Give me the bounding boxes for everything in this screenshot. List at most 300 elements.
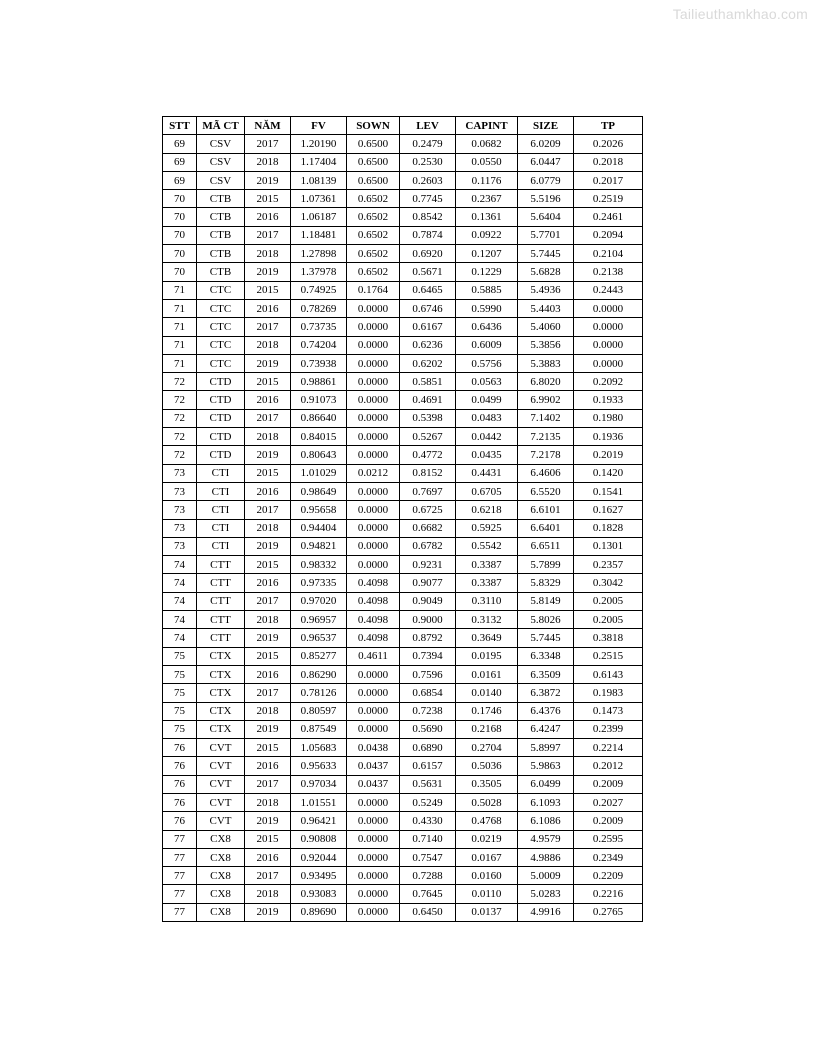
table-cell: 2017: [245, 867, 291, 885]
table-row: [163, 208, 643, 226]
table-cell: 0.3042: [574, 574, 643, 592]
table-cell: 6.4247: [518, 720, 574, 738]
table-cell: 1.08139: [291, 171, 347, 189]
table-cell: 2019: [245, 171, 291, 189]
table-cell: 0.7874: [400, 226, 456, 244]
table-cell: CTB: [197, 263, 245, 281]
table-cell: CTI: [197, 519, 245, 537]
table-cell: 0.93083: [291, 885, 347, 903]
table-cell: 0.0167: [456, 848, 518, 866]
table-cell: 2019: [245, 354, 291, 372]
table-cell: 6.5520: [518, 482, 574, 500]
table-row: [163, 793, 643, 811]
table-cell: 0.3818: [574, 629, 643, 647]
table-cell: 70: [163, 208, 197, 226]
table-row: [163, 885, 643, 903]
table-row: [163, 336, 643, 354]
table-cell: 6.1086: [518, 812, 574, 830]
table-row: [163, 446, 643, 464]
table-cell: 73: [163, 501, 197, 519]
table-cell: 0.85277: [291, 647, 347, 665]
table-cell: 0.1983: [574, 684, 643, 702]
table-cell: 2017: [245, 775, 291, 793]
table-cell: 0.0000: [347, 665, 400, 683]
table-cell: 0.97034: [291, 775, 347, 793]
table-cell: 1.01551: [291, 793, 347, 811]
column-header: STT: [163, 117, 197, 135]
table-cell: 72: [163, 373, 197, 391]
table-cell: 0.93495: [291, 867, 347, 885]
table-cell: 0.5398: [400, 409, 456, 427]
table-cell: 0.91073: [291, 391, 347, 409]
table-cell: 0.4691: [400, 391, 456, 409]
table-cell: 0.2026: [574, 135, 643, 153]
table-cell: 5.3883: [518, 354, 574, 372]
table-cell: 70: [163, 245, 197, 263]
table-cell: 0.2094: [574, 226, 643, 244]
table-cell: 4.9916: [518, 903, 574, 921]
table-cell: 69: [163, 135, 197, 153]
data-table: [162, 116, 643, 922]
table-row: [163, 153, 643, 171]
table-row: [163, 647, 643, 665]
table-cell: 0.0000: [347, 318, 400, 336]
table-cell: 0.0110: [456, 885, 518, 903]
table-cell: 0.5028: [456, 793, 518, 811]
column-header: NĂM: [245, 117, 291, 135]
table-cell: 0.0161: [456, 665, 518, 683]
table-cell: 0.95658: [291, 501, 347, 519]
table-cell: 0.86290: [291, 665, 347, 683]
table-cell: 0.0000: [347, 409, 400, 427]
table-row: [163, 611, 643, 629]
table-cell: 0.2603: [400, 171, 456, 189]
table-cell: 0.0000: [574, 336, 643, 354]
table-cell: 0.6009: [456, 336, 518, 354]
table-cell: 70: [163, 226, 197, 244]
table-cell: 0.73735: [291, 318, 347, 336]
table-cell: 2017: [245, 226, 291, 244]
table-cell: 0.8792: [400, 629, 456, 647]
table-cell: 75: [163, 720, 197, 738]
table-cell: 5.7445: [518, 629, 574, 647]
table-cell: 1.06187: [291, 208, 347, 226]
table-cell: CSV: [197, 135, 245, 153]
table-cell: 0.0000: [347, 537, 400, 555]
table-cell: 5.3856: [518, 336, 574, 354]
table-row: [163, 190, 643, 208]
table-cell: 6.4376: [518, 702, 574, 720]
table-cell: 2019: [245, 537, 291, 555]
table-cell: CTT: [197, 629, 245, 647]
table-cell: 5.6828: [518, 263, 574, 281]
table-row: [163, 757, 643, 775]
table-cell: 0.6725: [400, 501, 456, 519]
table-cell: 0.0000: [347, 556, 400, 574]
table-row: [163, 537, 643, 555]
table-cell: 2018: [245, 153, 291, 171]
table-cell: 0.0160: [456, 867, 518, 885]
table-row: [163, 428, 643, 446]
table-cell: 0.0000: [347, 848, 400, 866]
table-cell: 0.3132: [456, 611, 518, 629]
table-cell: 0.6450: [400, 903, 456, 921]
table-cell: 0.1980: [574, 409, 643, 427]
column-header: FV: [291, 117, 347, 135]
table-cell: 72: [163, 409, 197, 427]
table-cell: 6.4606: [518, 464, 574, 482]
table-cell: 0.5851: [400, 373, 456, 391]
table-cell: 0.6682: [400, 519, 456, 537]
table-cell: 6.6101: [518, 501, 574, 519]
table-cell: 1.20190: [291, 135, 347, 153]
table-cell: CVT: [197, 775, 245, 793]
table-cell: 0.6500: [347, 135, 400, 153]
table-cell: 0.2019: [574, 446, 643, 464]
table-row: [163, 464, 643, 482]
table-cell: 6.1093: [518, 793, 574, 811]
table-cell: CTT: [197, 611, 245, 629]
table-cell: 0.0000: [347, 299, 400, 317]
table-cell: 0.7238: [400, 702, 456, 720]
table-cell: CTX: [197, 702, 245, 720]
table-cell: 0.6746: [400, 299, 456, 317]
table-cell: 0.0000: [347, 885, 400, 903]
table-cell: 0.94821: [291, 537, 347, 555]
table-cell: 0.6502: [347, 190, 400, 208]
table-cell: 0.97020: [291, 592, 347, 610]
table-cell: 0.2399: [574, 720, 643, 738]
table-cell: 0.2216: [574, 885, 643, 903]
table-cell: 2015: [245, 190, 291, 208]
table-cell: 0.0000: [347, 519, 400, 537]
table-cell: 0.0000: [347, 482, 400, 500]
table-row: [163, 556, 643, 574]
table-cell: 0.0000: [347, 684, 400, 702]
table-cell: 0.78126: [291, 684, 347, 702]
table-cell: 74: [163, 574, 197, 592]
table-cell: CVT: [197, 793, 245, 811]
table-cell: 0.0000: [347, 867, 400, 885]
table-cell: 0.98332: [291, 556, 347, 574]
table-cell: 5.9863: [518, 757, 574, 775]
table-cell: 0.84015: [291, 428, 347, 446]
table-cell: 5.8997: [518, 739, 574, 757]
table-cell: 0.0195: [456, 647, 518, 665]
table-cell: 0.6920: [400, 245, 456, 263]
table-cell: CTD: [197, 409, 245, 427]
table-cell: 77: [163, 830, 197, 848]
table-cell: 0.2461: [574, 208, 643, 226]
table-cell: 74: [163, 611, 197, 629]
table-row: [163, 702, 643, 720]
table-cell: 70: [163, 263, 197, 281]
table-row: [163, 574, 643, 592]
table-cell: 6.3872: [518, 684, 574, 702]
table-row: [163, 739, 643, 757]
table-row: [163, 519, 643, 537]
table-cell: 0.0442: [456, 428, 518, 446]
table-cell: 0.6500: [347, 171, 400, 189]
table-cell: 6.0779: [518, 171, 574, 189]
table-cell: 1.27898: [291, 245, 347, 263]
table-cell: CTB: [197, 245, 245, 263]
table-cell: 0.2018: [574, 153, 643, 171]
table-cell: 0.4330: [400, 812, 456, 830]
table-cell: 0.2349: [574, 848, 643, 866]
table-cell: 0.2104: [574, 245, 643, 263]
table-cell: 0.78269: [291, 299, 347, 317]
table-cell: 2015: [245, 373, 291, 391]
table-cell: 0.0682: [456, 135, 518, 153]
table-cell: 0.9000: [400, 611, 456, 629]
table-cell: 0.89690: [291, 903, 347, 921]
table-cell: 1.01029: [291, 464, 347, 482]
table-cell: 2015: [245, 464, 291, 482]
table-cell: 2019: [245, 903, 291, 921]
table-cell: 0.2168: [456, 720, 518, 738]
table-cell: 0.5631: [400, 775, 456, 793]
table-cell: 0.1176: [456, 171, 518, 189]
table-cell: CTB: [197, 190, 245, 208]
table-cell: 7.2178: [518, 446, 574, 464]
table-cell: CTI: [197, 482, 245, 500]
table-cell: 1.17404: [291, 153, 347, 171]
table-cell: 4.9886: [518, 848, 574, 866]
table-cell: CTD: [197, 373, 245, 391]
table-cell: 2018: [245, 702, 291, 720]
table-cell: 0.2009: [574, 775, 643, 793]
table-cell: 0.0137: [456, 903, 518, 921]
table-cell: 0.0000: [574, 299, 643, 317]
table-row: [163, 867, 643, 885]
table-cell: 0.5690: [400, 720, 456, 738]
table-cell: 71: [163, 299, 197, 317]
table-cell: 74: [163, 556, 197, 574]
table-cell: 0.5542: [456, 537, 518, 555]
table-cell: 0.7745: [400, 190, 456, 208]
column-header: SOWN: [347, 117, 400, 135]
table-cell: 2016: [245, 391, 291, 409]
table-cell: 0.3505: [456, 775, 518, 793]
table-cell: 2018: [245, 793, 291, 811]
table-cell: 5.7445: [518, 245, 574, 263]
table-cell: 0.1301: [574, 537, 643, 555]
table-cell: 2017: [245, 592, 291, 610]
table-cell: 0.0000: [347, 903, 400, 921]
table-cell: 7.1402: [518, 409, 574, 427]
table-cell: 2019: [245, 629, 291, 647]
table-cell: 0.2704: [456, 739, 518, 757]
table-cell: 0.0483: [456, 409, 518, 427]
table-cell: 0.5925: [456, 519, 518, 537]
table-row: [163, 812, 643, 830]
table-cell: 5.4403: [518, 299, 574, 317]
table-row: [163, 501, 643, 519]
table-row: [163, 720, 643, 738]
column-header: CAPINT: [456, 117, 518, 135]
table-row: [163, 263, 643, 281]
table-row: [163, 775, 643, 793]
table-cell: 0.6502: [347, 263, 400, 281]
table-cell: 69: [163, 153, 197, 171]
table-cell: 2016: [245, 482, 291, 500]
table-cell: 0.74204: [291, 336, 347, 354]
table-cell: 71: [163, 318, 197, 336]
table-cell: 2018: [245, 336, 291, 354]
table-cell: 76: [163, 739, 197, 757]
table-cell: CX8: [197, 848, 245, 866]
table-row: [163, 482, 643, 500]
table-row: [163, 665, 643, 683]
table-cell: 0.4611: [347, 647, 400, 665]
table-cell: 5.7899: [518, 556, 574, 574]
table-cell: 69: [163, 171, 197, 189]
table-cell: CSV: [197, 171, 245, 189]
table-cell: 0.6890: [400, 739, 456, 757]
table-cell: CTC: [197, 318, 245, 336]
table-row: [163, 592, 643, 610]
table-cell: CTD: [197, 428, 245, 446]
table-cell: 73: [163, 519, 197, 537]
table-cell: 0.2367: [456, 190, 518, 208]
table-cell: 72: [163, 428, 197, 446]
table-cell: CTB: [197, 208, 245, 226]
table-cell: 2015: [245, 739, 291, 757]
table-cell: 5.0283: [518, 885, 574, 903]
table-cell: 0.0437: [347, 775, 400, 793]
table-row: [163, 373, 643, 391]
table-cell: 0.3649: [456, 629, 518, 647]
table-row: [163, 391, 643, 409]
table-cell: 0.92044: [291, 848, 347, 866]
table-cell: CTC: [197, 281, 245, 299]
table-cell: 6.0209: [518, 135, 574, 153]
table-cell: 72: [163, 391, 197, 409]
table-cell: 2018: [245, 611, 291, 629]
table-cell: 0.0000: [347, 391, 400, 409]
table-cell: 0.5671: [400, 263, 456, 281]
table-cell: 5.7701: [518, 226, 574, 244]
table-cell: CTX: [197, 647, 245, 665]
table-cell: CTI: [197, 501, 245, 519]
table-row: [163, 171, 643, 189]
table-cell: 76: [163, 757, 197, 775]
table-cell: 6.6401: [518, 519, 574, 537]
table-cell: 0.2357: [574, 556, 643, 574]
table-cell: 6.0499: [518, 775, 574, 793]
table-cell: 1.07361: [291, 190, 347, 208]
table-body: [163, 135, 643, 922]
table-cell: 2015: [245, 647, 291, 665]
table-cell: 75: [163, 665, 197, 683]
table-cell: 0.0000: [347, 812, 400, 830]
table-cell: 0.7645: [400, 885, 456, 903]
table-cell: 0.7697: [400, 482, 456, 500]
table-cell: 6.6511: [518, 537, 574, 555]
table-cell: 4.9579: [518, 830, 574, 848]
column-header: LEV: [400, 117, 456, 135]
table-cell: 0.5249: [400, 793, 456, 811]
table-cell: 0.2519: [574, 190, 643, 208]
table-cell: CTX: [197, 665, 245, 683]
table-cell: 5.4936: [518, 281, 574, 299]
table-cell: 0.0000: [347, 793, 400, 811]
table-cell: 0.96957: [291, 611, 347, 629]
table-cell: 0.9231: [400, 556, 456, 574]
watermark-text: Tailieuthamkhao.com: [672, 6, 808, 22]
table-cell: CTI: [197, 537, 245, 555]
table-cell: 0.0000: [347, 446, 400, 464]
table-cell: 74: [163, 629, 197, 647]
table-cell: 0.5036: [456, 757, 518, 775]
table-cell: 0.9049: [400, 592, 456, 610]
table-cell: 0.4431: [456, 464, 518, 482]
table-cell: 0.6465: [400, 281, 456, 299]
table-cell: 0.0000: [347, 336, 400, 354]
table-cell: 2015: [245, 830, 291, 848]
table-cell: 0.1627: [574, 501, 643, 519]
table-cell: 0.2009: [574, 812, 643, 830]
table-cell: 0.3387: [456, 556, 518, 574]
table-cell: 2018: [245, 885, 291, 903]
table-cell: 2016: [245, 848, 291, 866]
table-cell: 2019: [245, 263, 291, 281]
table-cell: 2017: [245, 684, 291, 702]
table-cell: 5.6404: [518, 208, 574, 226]
table-cell: 0.0563: [456, 373, 518, 391]
table-cell: 6.8020: [518, 373, 574, 391]
table-row: [163, 318, 643, 336]
table-cell: 2017: [245, 409, 291, 427]
table-cell: 2016: [245, 665, 291, 683]
table-cell: 1.37978: [291, 263, 347, 281]
table-cell: 75: [163, 684, 197, 702]
table-cell: 2018: [245, 519, 291, 537]
table-cell: 0.6502: [347, 245, 400, 263]
table-cell: 70: [163, 190, 197, 208]
table-cell: 0.2005: [574, 611, 643, 629]
table-cell: 0.2012: [574, 757, 643, 775]
table-cell: 0.2515: [574, 647, 643, 665]
table-cell: 0.0922: [456, 226, 518, 244]
table-cell: CTD: [197, 391, 245, 409]
table-cell: CVT: [197, 812, 245, 830]
table-cell: 2019: [245, 446, 291, 464]
table-header-row: [163, 117, 643, 135]
table-cell: 77: [163, 848, 197, 866]
table-cell: 6.9902: [518, 391, 574, 409]
table-cell: 5.8329: [518, 574, 574, 592]
table-cell: 75: [163, 702, 197, 720]
table-cell: 2018: [245, 245, 291, 263]
table-cell: 0.2209: [574, 867, 643, 885]
table-cell: 0.80597: [291, 702, 347, 720]
table-cell: 0.80643: [291, 446, 347, 464]
table-cell: 7.2135: [518, 428, 574, 446]
table-cell: 0.2017: [574, 171, 643, 189]
table-cell: 72: [163, 446, 197, 464]
table-cell: CTI: [197, 464, 245, 482]
table-cell: 0.2027: [574, 793, 643, 811]
table-cell: 0.74925: [291, 281, 347, 299]
table-cell: 75: [163, 647, 197, 665]
table-cell: 0.96421: [291, 812, 347, 830]
table-cell: 0.86640: [291, 409, 347, 427]
table-cell: 76: [163, 775, 197, 793]
table-cell: 0.6782: [400, 537, 456, 555]
table-cell: 0.0438: [347, 739, 400, 757]
